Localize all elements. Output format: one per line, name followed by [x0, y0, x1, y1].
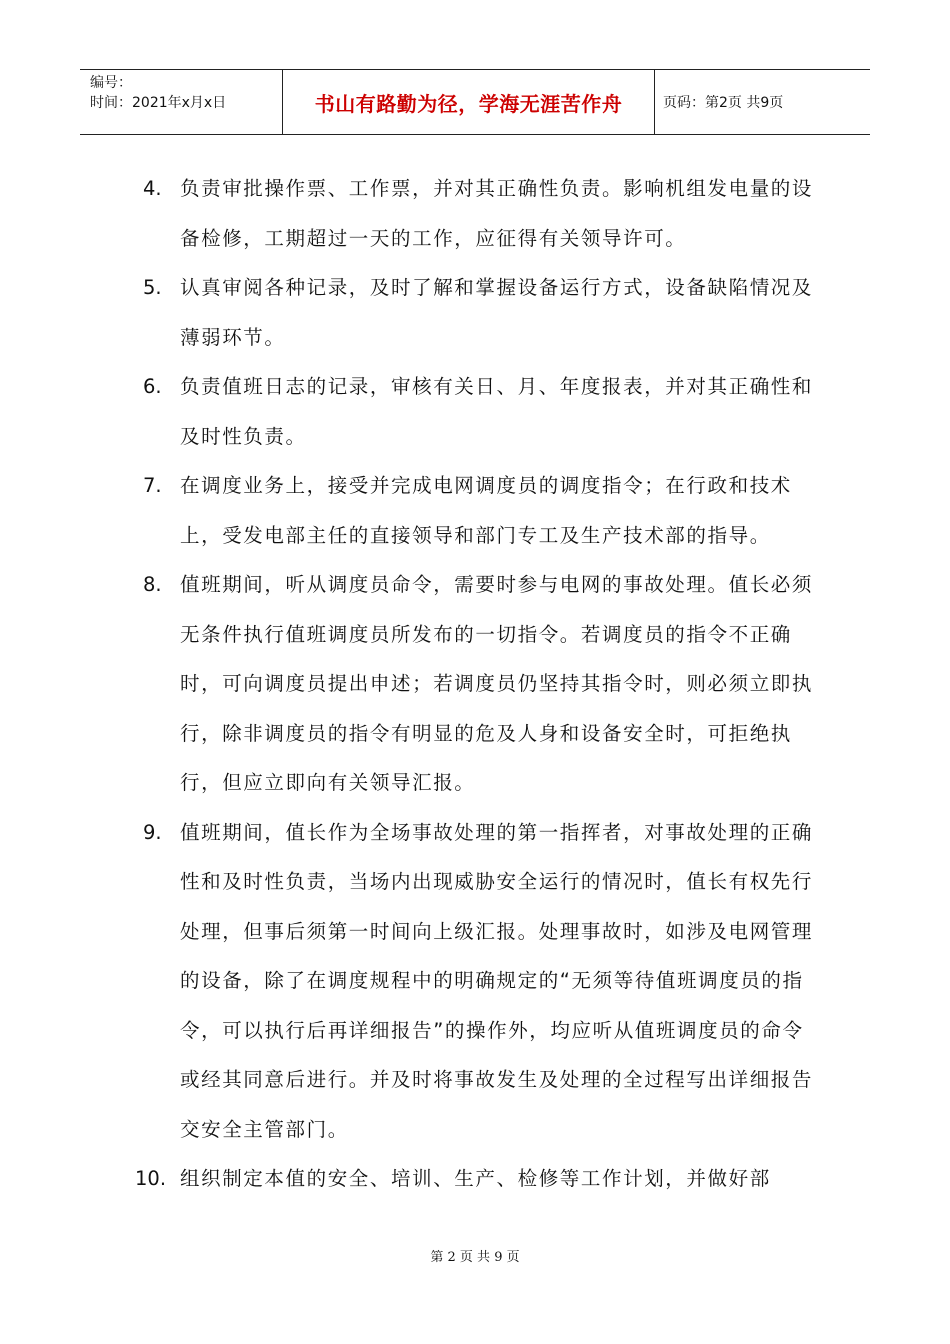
header-page-info: 页码：第2页 共9页	[663, 95, 784, 111]
list-item	[143, 263, 823, 362]
list-item	[143, 362, 823, 461]
document-header	[80, 69, 870, 135]
list-item-text: 在调度业务上，接受并完成电网调度员的调度指令；在行政和技术上，受发电部主任的直接领导和部门专工及生产技术部的指导。	[180, 474, 792, 547]
list-item-number: 7.	[143, 474, 162, 497]
list-item-text: 组织制定本值的安全、培训、生产、检修等工作计划，并做好部	[180, 1167, 771, 1190]
list-item-number: 9.	[143, 820, 162, 844]
list-item-number: 5.	[143, 276, 162, 299]
list-item	[143, 808, 823, 1155]
list-item-number: 8.	[143, 573, 162, 596]
list-item-text: 负责值班日志的记录，审核有关日、月、年度报表，并对其正确性和及时性负责。	[180, 375, 814, 448]
list-item-text: 认真审阅各种记录，及时了解和掌握设备运行方式，设备缺陷情况及薄弱环节。	[180, 276, 814, 349]
list-item	[143, 461, 823, 560]
header-meta	[80, 70, 282, 134]
document-time-label: 时间：2021年x月x日	[90, 95, 227, 111]
list-item	[135, 1154, 823, 1204]
document-number-label: 编号：	[90, 75, 132, 91]
list-item-text: 值班期间，听从调度员命令，需要时参与电网的事故处理。值长必须无条件执行值班调度员所发布的一切指令。若调度员的指令不正确时，可向调度员提出申述；若调度员仍坚持其指令时，则必须立即执行，除非调度员的指令有明显的危及人身和设备安全时，可拒绝执行，但应立即向有关领导汇报。	[180, 573, 814, 794]
list-item	[143, 560, 823, 808]
page-footer: 第 2 页 共 9 页	[430, 1250, 520, 1265]
header-motto: 书山有路勤为径，学海无涯苦作舟	[282, 70, 655, 134]
list-item-text: 负责审批操作票、工作票，并对其正确性负责。影响机组发电量的设备检修，工期超过一天的工作，应征得有关领导许可。	[180, 177, 814, 250]
list-item	[143, 164, 823, 263]
list-item-text: 值班期间，值长作为全场事故处理的第一指挥者，对事故处理的正确性和及时性负责，当场内出现威胁安全运行的情况时，值长有权先行处理，但事后须第一时间向上级汇报。处理事故时，如涉及电网管理的设备，除了在调度规程中的明确规定的“无须等待值班调度员的指令，可以执行后再详细报告”的操作外，均应听从值班调度员的命令或经其同意后进行。并及时将事故发生及处理的全过程写出详细报告交安全主管部门。	[180, 820, 814, 1141]
list-item-number: 10.	[135, 1167, 167, 1190]
list-item-number: 6.	[143, 375, 162, 398]
document-body	[135, 164, 823, 1204]
list-item-number: 4.	[143, 177, 162, 200]
